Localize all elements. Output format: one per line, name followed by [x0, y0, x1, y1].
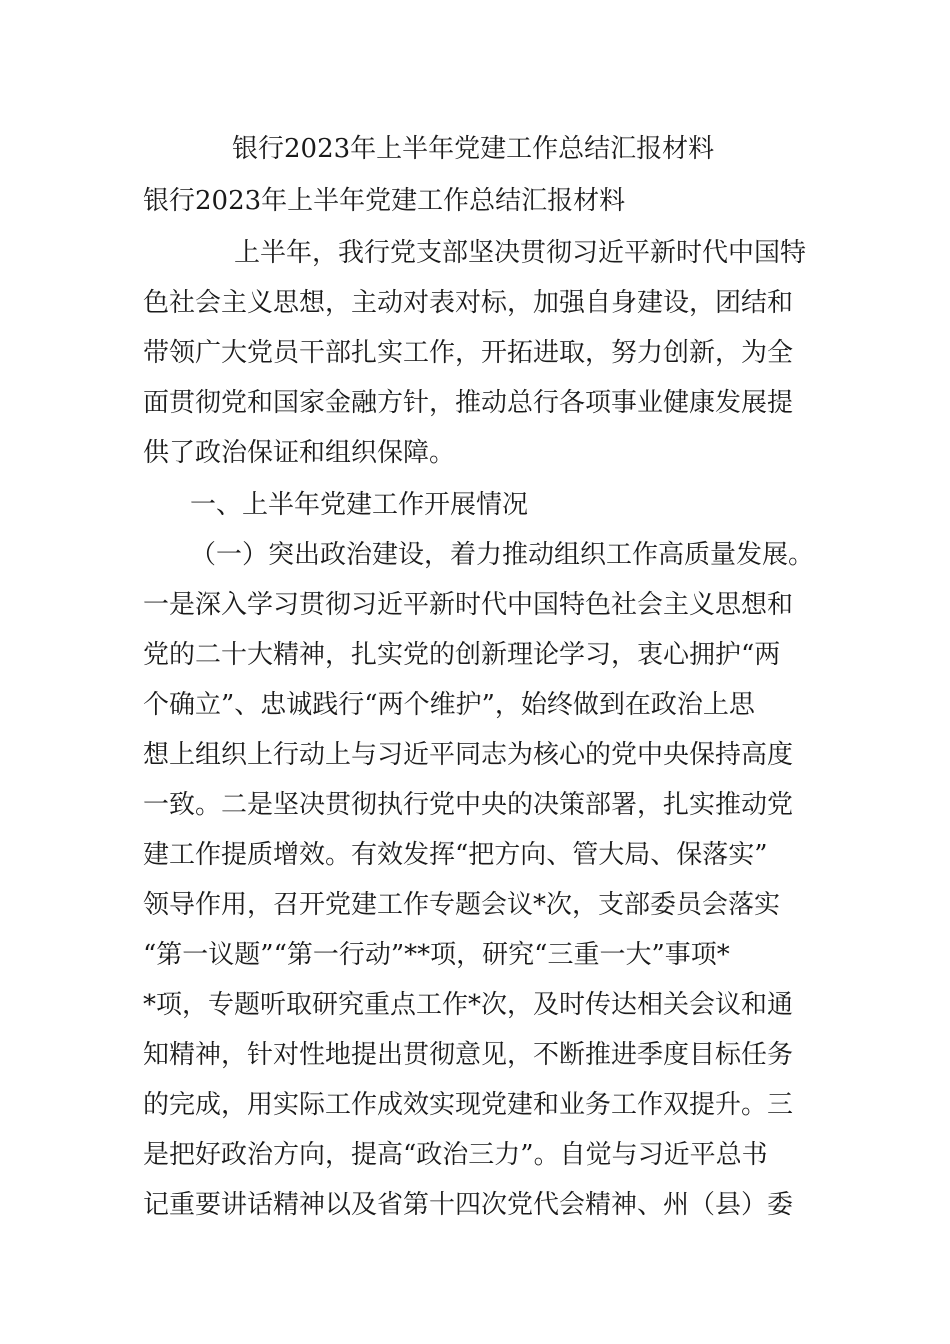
paragraph-line: 个确立”、忠诚践行“两个维护”，始终做到在政治上思 — [143, 690, 755, 720]
paragraph-line: 领导作用，召开党建工作专题会议*次，支部委员会落实 — [143, 890, 781, 920]
paragraph-line: 想上组织上行动上与习近平同志为核心的党中央保持高度 — [143, 740, 794, 770]
paragraph-line: “第一议题”“第一行动”**项，研究“三重一大”事项* — [143, 940, 730, 970]
paragraph-line: 上半年，我行党支部坚决贯彻习近平新时代中国特 — [234, 238, 807, 268]
subsection-heading: （一）突出政治建设，着力推动组织工作高质量发展。 — [190, 540, 815, 570]
paragraph-line: 记重要讲话精神以及省第十四次党代会精神、州（县）委 — [143, 1190, 794, 1220]
paragraph-line: 的完成，用实际工作成效实现党建和业务工作双提升。三 — [143, 1090, 794, 1120]
document-title: 银行2023年上半年党建工作总结汇报材料 — [232, 134, 715, 164]
paragraph-line: 知精神，针对性地提出贯彻意见，不断推进季度目标任务 — [143, 1040, 794, 1070]
paragraph-line: 党的二十大精神，扎实党的创新理论学习，衷心拥护“两 — [143, 640, 781, 670]
paragraph-line: 一致。二是坚决贯彻执行党中央的决策部署，扎实推动党 — [143, 790, 794, 820]
paragraph-line: 带领广大党员干部扎实工作，开拓进取，努力创新，为全 — [143, 338, 794, 368]
paragraph-line: 一是深入学习贯彻习近平新时代中国特色社会主义思想和 — [143, 590, 794, 620]
document-subtitle: 银行2023年上半年党建工作总结汇报材料 — [143, 186, 626, 216]
paragraph-line: 色社会主义思想，主动对表对标，加强自身建设，团结和 — [143, 288, 794, 318]
section-heading: 一、上半年党建工作开展情况 — [190, 490, 529, 520]
paragraph-line: 面贯彻党和国家金融方针，推动总行各项事业健康发展提 — [143, 388, 794, 418]
paragraph-line: 是把好政治方向，提高“政治三力”。自觉与习近平总书 — [143, 1140, 768, 1170]
paragraph-line: *项，专题听取研究重点工作*次，及时传达相关会议和通 — [143, 990, 794, 1020]
paragraph-line: 供了政治保证和组织保障。 — [143, 438, 456, 468]
paragraph-line: 建工作提质增效。有效发挥“把方向、管大局、保落实” — [143, 840, 768, 870]
